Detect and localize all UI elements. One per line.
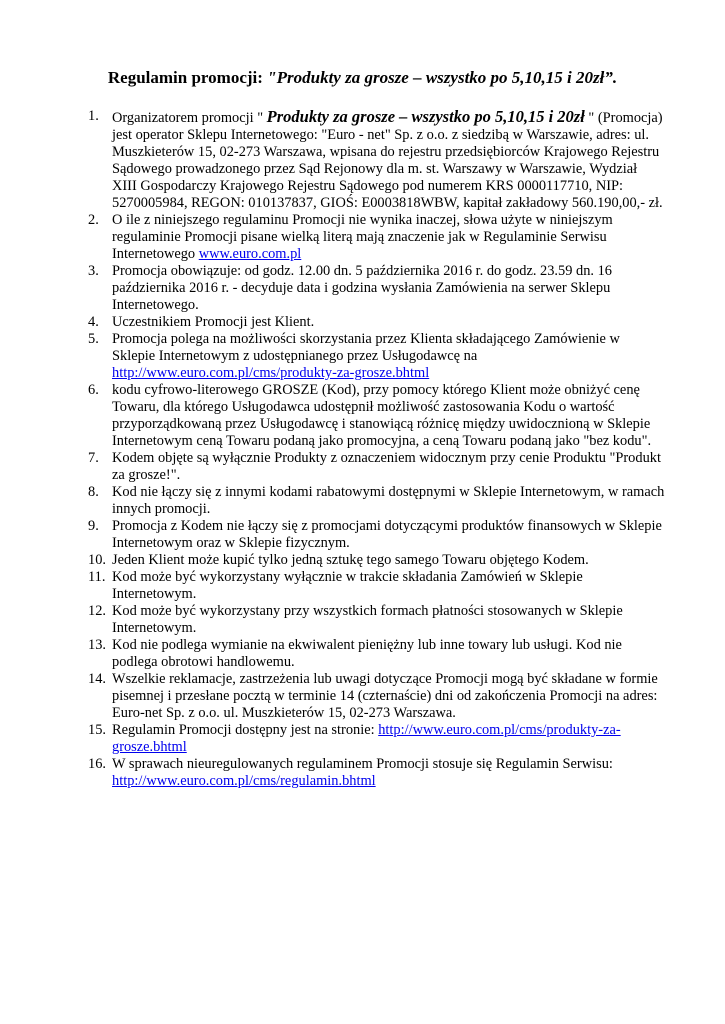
rule-item — [0, 603, 725, 637]
rule-text: Kod nie łączy się z innymi kodami rabatowymi dostępnymi w Sklepie Internetowym, w ramach innych promocji. — [112, 484, 665, 517]
url-link[interactable]: www.euro.com.pl — [198, 246, 302, 262]
url-link[interactable]: http://www.euro.com.pl/cms/produkty-za-grosze.bhtml — [112, 722, 621, 755]
rule-number: 14. — [88, 671, 106, 687]
rule-text: Organizatorem promocji " — [112, 110, 267, 126]
rule-number: 9. — [88, 518, 99, 534]
rule-number: 12. — [88, 603, 106, 619]
rule-item — [0, 671, 725, 722]
title-promotion-name: "Produkty za grosze – wszystko po 5,10,15 i 20zł”. — [267, 68, 618, 87]
rule-item — [0, 450, 725, 484]
rule-number: 16. — [88, 756, 106, 772]
rule-number: 8. — [88, 484, 99, 500]
rule-item — [0, 518, 725, 552]
rule-text: Kod nie podlega wymianie na ekwiwalent pieniężny lub inne towary lub usługi. Kod nie podlega obrotowi handlowemu. — [112, 637, 622, 670]
rule-text: kodu cyfrowo-literowego GROSZE (Kod), przy pomocy którego Klient może obniżyć cenę Towaru, dla którego Usługodawca udostępnił możliwość zastosowania Kodu o wartość przyporządkowaną przez Usługodawcę i stanowiącą różnicę między uwidocznioną w Sklepie Internetowym ceną Towaru podaną jako promocyjna, a ceną Towaru podaną jako "bez kodu". — [112, 382, 652, 449]
rule-number: 5. — [88, 331, 99, 347]
rule-number: 1. — [88, 108, 99, 124]
document-title — [0, 67, 725, 89]
rule-number: 13. — [88, 637, 106, 653]
rule-item — [0, 756, 725, 790]
rule-item — [0, 331, 725, 382]
rule-item — [0, 108, 725, 212]
rule-number: 6. — [88, 382, 99, 398]
rule-number: 2. — [88, 212, 99, 228]
url-link[interactable]: http://www.euro.com.pl/cms/regulamin.bhtml — [112, 773, 376, 789]
rule-number: 11. — [88, 569, 106, 585]
url-link[interactable]: http://www.euro.com.pl/cms/produkty-za-grosze.bhtml — [112, 365, 430, 381]
rule-number: 4. — [88, 314, 99, 330]
rule-number: 7. — [88, 450, 99, 466]
rule-text: Promocja z Kodem nie łączy się z promocjami dotyczącymi produktów finansowych w Sklepie Internetowym oraz w Sklepie fizycznym. — [112, 518, 662, 551]
rule-text: Kodem objęte są wyłącznie Produkty z oznaczeniem widocznym przy cenie Produktu "Produkt za grosze!". — [112, 450, 661, 483]
rule-item — [0, 569, 725, 603]
rule-item — [0, 382, 725, 450]
promotion-name: Produkty za grosze – wszystko po 5,10,15 i 20zł — [266, 107, 585, 126]
rules-list — [0, 108, 725, 790]
rule-item — [0, 552, 725, 569]
title-prefix: Regulamin promocji: — [107, 68, 268, 87]
rule-text-continued: " (Promocja) jest operator Sklepu Internetowego: "Euro - net" Sp. z o.o. z siedzibą w Warszawie, adres: ul. Muszkieterów 15, 02-273 Warszawa, wpisana do rejestru przedsiębiorców Krajowego Rejestru Sądowego prowadzonego przez Sąd Rejonowy dla m. st. Warszawy w Warszawie, Wydział XIII Gospodarczy Krajowego Rejestru Sądowego pod numerem KRS 0000117710, NIP: 5270005984, REGON: 010137837, GIOŚ: E0003818WBW, kapitał zakładowy 560.190,00,- zł. — [112, 110, 663, 211]
rule-item — [0, 484, 725, 518]
rule-item — [0, 212, 725, 263]
rule-text: Promocja obowiązuje: od godz. 12.00 dn. 5 października 2016 r. do godz. 23.59 dn. 16 października 2016 r. - decyduje data i godzina wysłania Zamówienia na serwer Sklepu Internetowego. — [112, 263, 612, 313]
rule-text: W sprawach nieuregulowanych regulaminem Promocji stosuje się Regulamin Serwisu: — [112, 756, 613, 772]
rule-number: 10. — [88, 552, 106, 568]
rule-text: Regulamin Promocji dostępny jest na stronie: — [112, 722, 379, 738]
rule-item — [0, 314, 725, 331]
rule-number: 3. — [88, 263, 99, 279]
rule-text: Kod może być wykorzystany wyłącznie w trakcie składania Zamówień w Sklepie Internetowym. — [112, 569, 583, 602]
rule-text: Kod może być wykorzystany przy wszystkich formach płatności stosowanych w Sklepie Internetowym. — [112, 603, 623, 636]
rule-text: Uczestnikiem Promocji jest Klient. — [112, 314, 315, 330]
rule-text: Promocja polega na możliwości skorzystania przez Klienta składającego Zamówienie w Sklepie Internetowym z udostępnianego przez Usługodawcę na — [112, 331, 620, 364]
rule-text: Jeden Klient może kupić tylko jedną sztukę tego samego Towaru objętego Kodem. — [112, 552, 589, 568]
rule-text: Wszelkie reklamacje, zastrzeżenia lub uwagi dotyczące Promocji mogą być składane w formie pisemnej i przesłane pocztą w terminie 14 (czternaście) dni od zakończenia Promocji na adres: Euro-net Sp. z o.o. ul. Muszkieterów 15, 02-273 Warszawa. — [112, 671, 658, 721]
rule-text: O ile z niniejszego regulaminu Promocji nie wynika inaczej, słowa użyte w niniejszym regulaminie Promocji pisane wielką literą mają znaczenie jak w Regulaminie Serwisu Internetowego — [112, 212, 613, 262]
rule-item — [0, 637, 725, 671]
rule-number: 15. — [88, 722, 106, 738]
rule-item — [0, 722, 725, 756]
rule-item — [0, 263, 725, 314]
